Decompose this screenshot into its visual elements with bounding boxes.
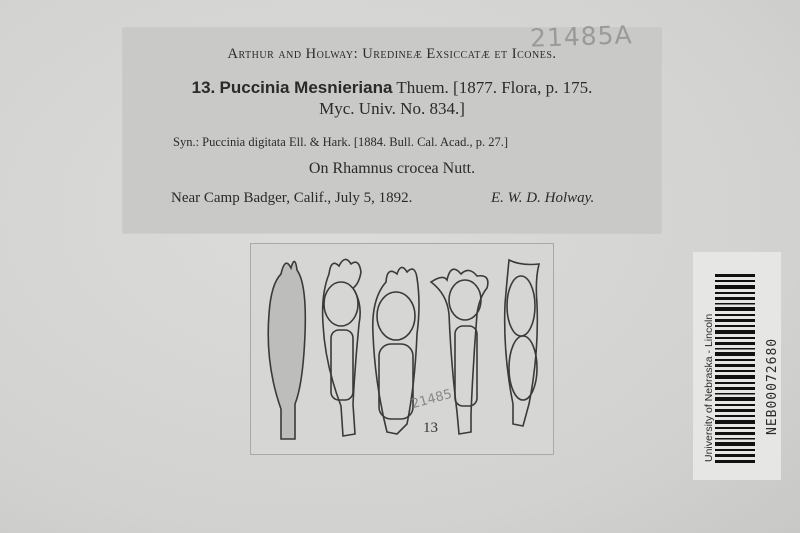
figure-number: 13 [423, 420, 438, 436]
teliospore-drawings [251, 244, 553, 454]
collector-name: E. W. D. Holway. [491, 190, 595, 206]
exsiccata-number: 13. [191, 78, 216, 97]
barcode-id: NEB00072680 [765, 337, 780, 435]
specimen-label [123, 28, 661, 233]
citation-myc: Myc. Univ. No. 834.] [319, 99, 465, 118]
species-name: Puccinia Mesnieriana [219, 78, 393, 97]
locality-line: Near Camp Badger, Calif., July 5, 1892. [171, 190, 413, 206]
spore-illustration [250, 243, 554, 455]
handwritten-accession: 21485A [529, 20, 634, 53]
species-line [123, 78, 661, 98]
citation-flora: [1877. Flora, p. 175. [453, 78, 593, 97]
barcode-icon [715, 274, 755, 464]
synonym-line: Syn.: Puccinia digitata Ell. & Hark. [1884. Bull. Cal. Acad., p. 27.] [173, 135, 509, 149]
barcode-card [693, 252, 781, 480]
host-line: On Rhamnus crocea Nutt. [308, 160, 476, 177]
barcode-institution: University of Nebraska - Lincoln [703, 313, 715, 462]
bleed-through-stamp [470, 460, 670, 500]
species-author: Thuem. [396, 78, 449, 97]
pencil-note: 21485 [409, 386, 454, 413]
label-header: Arthur and Holway: Uredineæ Exsiccatæ et Icones. [227, 46, 557, 62]
